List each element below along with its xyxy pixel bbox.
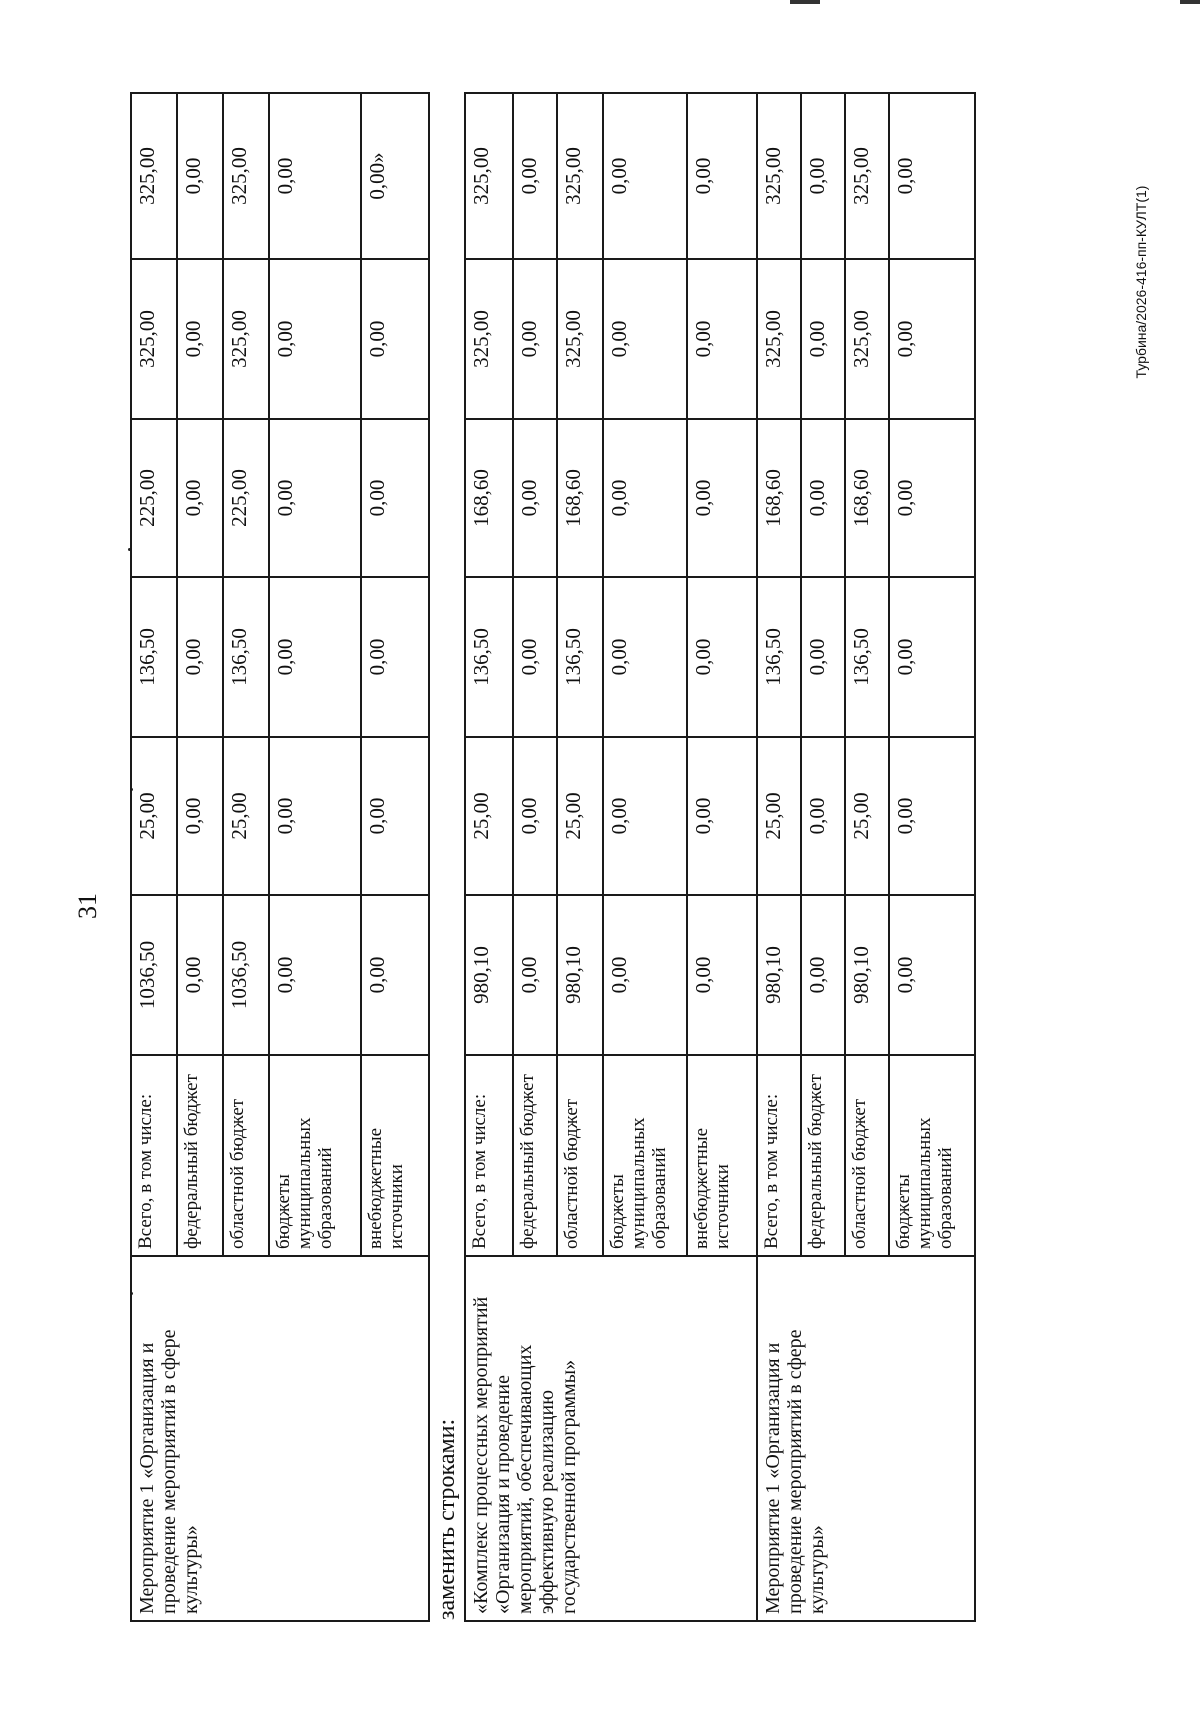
value-cell: 0,00 [513,93,557,259]
value-cell: 0,00 [801,895,845,1055]
value-cell: 136,50 [557,577,603,737]
value-cell: 980,10 [557,895,603,1055]
source-cell: областной бюджет [223,1055,269,1256]
complex-name-cell: «Комплекс процессных мероприятий «Организация и проведение мероприятий, обеспечивающих эффективную реализацию государственной программы» [465,1256,757,1621]
value-cell: 0,00 [889,93,975,259]
source-cell: федеральный бюджет [177,1055,223,1256]
value-cell: 168,60 [465,419,513,577]
value-cell: 0,00 [801,419,845,577]
scan-mark [1180,0,1200,4]
value-cell: 0,00 [603,577,687,737]
value-cell: 980,10 [757,895,801,1055]
replace-heading: заменить строками: [434,1418,460,1620]
source-cell: Всего, в том числе: [757,1055,801,1256]
value-cell: 0,00 [177,419,223,577]
table-row [465,93,513,1621]
source-cell: Всего, в том числе: [131,1055,177,1256]
value-cell: 980,10 [465,895,513,1055]
value-cell: 0,00 [603,895,687,1055]
value-cell: 0,00 [513,419,557,577]
source-cell: областной бюджет [557,1055,603,1256]
value-cell: 136,50 [845,577,889,737]
value-cell: 325,00 [465,93,513,259]
value-cell: 325,00 [557,259,603,419]
source-cell: внебюджетные источники [687,1055,757,1256]
value-cell: 225,00 [131,419,177,577]
source-cell: бюджеты муниципальных образований [603,1055,687,1256]
table-row [131,93,177,1621]
value-cell: 0,00 [889,737,975,895]
value-cell: 0,00 [361,259,429,419]
source-cell: внебюджетные источники [361,1055,429,1256]
activity-name-cell: Мероприятие 1 «Организация и проведение мероприятий в сфере культуры» [757,1256,975,1621]
value-cell: 25,00 [465,737,513,895]
source-cell: бюджеты муниципальных образований [269,1055,361,1256]
value-cell: 0,00 [177,93,223,259]
value-cell: 0,00 [361,419,429,577]
value-cell: 168,60 [557,419,603,577]
value-cell: 0,00 [513,737,557,895]
value-cell: 325,00 [223,259,269,419]
value-cell: 0,00 [687,895,757,1055]
value-cell: 136,50 [131,577,177,737]
value-cell: 0,00 [801,737,845,895]
value-cell: 0,00 [603,93,687,259]
rotated-page-content [130,92,1070,1622]
value-cell: 25,00 [757,737,801,895]
value-cell: 325,00 [845,259,889,419]
value-cell: 0,00 [269,259,361,419]
value-cell: 0,00 [269,895,361,1055]
value-cell: 325,00 [131,259,177,419]
value-cell: 136,50 [465,577,513,737]
value-cell: 0,00 [801,93,845,259]
value-cell: 0,00 [801,259,845,419]
value-cell: 325,00 [131,93,177,259]
value-cell: 0,00 [513,259,557,419]
value-cell: 0,00 [603,259,687,419]
scan-mark [790,0,820,4]
value-cell: 1036,50 [223,895,269,1055]
value-cell: 0,00 [889,259,975,419]
value-cell: 325,00 [757,93,801,259]
budget-table-replacement [464,92,976,1622]
value-cell: 325,00 [757,259,801,419]
value-cell: 0,00» [361,93,429,259]
table-row [757,93,801,1621]
activity-name-cell: Мероприятие 1 «Организация и проведение мероприятий в сфере культуры» [131,1256,429,1621]
source-cell: Всего, в том числе: [465,1055,513,1256]
value-cell: 0,00 [687,577,757,737]
value-cell: 0,00 [177,737,223,895]
value-cell: 0,00 [269,737,361,895]
value-cell: 136,50 [223,577,269,737]
value-cell: 25,00 [845,737,889,895]
budget-table-original [130,92,430,1622]
value-cell: 325,00 [845,93,889,259]
value-cell: 168,60 [757,419,801,577]
value-cell: 0,00 [687,419,757,577]
value-cell: 0,00 [513,577,557,737]
value-cell: 325,00 [465,259,513,419]
value-cell: 0,00 [177,577,223,737]
source-cell: областной бюджет [845,1055,889,1256]
value-cell: 0,00 [269,577,361,737]
value-cell: 168,60 [845,419,889,577]
page-number: 31 [73,893,102,919]
value-cell: 0,00 [177,895,223,1055]
value-cell: 0,00 [177,259,223,419]
value-cell: 25,00 [223,737,269,895]
value-cell: 0,00 [513,895,557,1055]
value-cell: 25,00 [557,737,603,895]
value-cell: 0,00 [889,895,975,1055]
value-cell: 0,00 [687,259,757,419]
source-cell: федеральный бюджет [513,1055,557,1256]
value-cell: 1036,50 [131,895,177,1055]
document-code: Турбина/2026-416-пп-КУЛТ(1) [1133,185,1149,379]
value-cell: 0,00 [889,419,975,577]
value-cell: 0,00 [889,577,975,737]
value-cell: 0,00 [361,895,429,1055]
value-cell: 0,00 [603,737,687,895]
value-cell: 325,00 [557,93,603,259]
value-cell: 0,00 [361,577,429,737]
value-cell: 0,00 [687,93,757,259]
value-cell: 25,00 [131,737,177,895]
value-cell: 0,00 [801,577,845,737]
value-cell: 0,00 [269,93,361,259]
value-cell: 0,00 [603,419,687,577]
value-cell: 0,00 [361,737,429,895]
value-cell: 980,10 [845,895,889,1055]
value-cell: 225,00 [223,419,269,577]
value-cell: 325,00 [223,93,269,259]
value-cell: 136,50 [757,577,801,737]
source-cell: бюджеты муниципальных образований [889,1055,975,1256]
value-cell: 0,00 [269,419,361,577]
value-cell: 0,00 [687,737,757,895]
source-cell: федеральный бюджет [801,1055,845,1256]
